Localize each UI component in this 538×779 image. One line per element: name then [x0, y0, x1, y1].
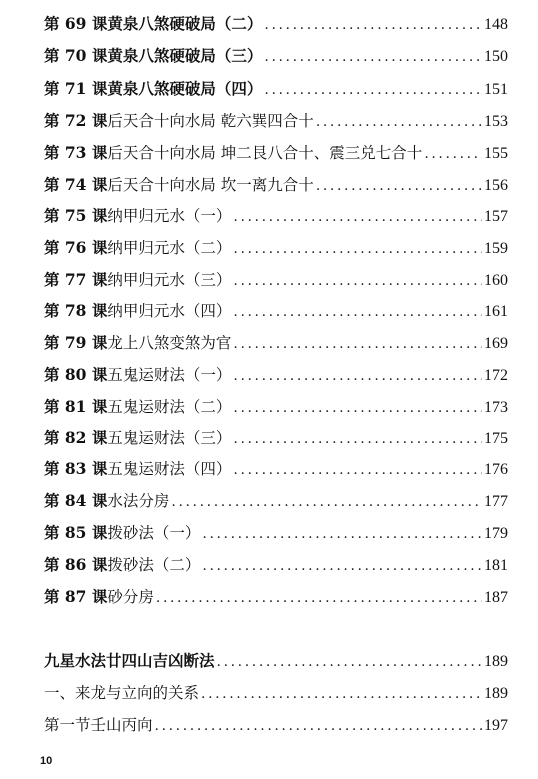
lesson-title: 纳甲归元水（三）	[107, 271, 232, 289]
toc-entry-lesson-82	[44, 426, 508, 450]
dot-leader	[233, 427, 482, 451]
dot-leader	[217, 650, 482, 674]
chapter-title: 九星水法廿四山吉凶断法	[44, 651, 215, 670]
dot-leader	[264, 13, 482, 37]
toc-entry-lesson-83	[44, 457, 508, 481]
lesson-title: 砂分房	[107, 588, 154, 606]
toc-entry-lesson-69	[44, 12, 508, 36]
lesson-number: 第 74 课	[44, 175, 108, 194]
dot-leader	[264, 45, 482, 69]
dot-leader	[233, 300, 482, 324]
lesson-number: 第 73 课	[44, 143, 108, 162]
dot-leader	[233, 332, 482, 356]
lesson-number: 第 79 课	[44, 333, 108, 352]
toc-entry-lesson-73	[44, 141, 508, 165]
dot-leader	[233, 364, 482, 388]
page-reference: 155	[484, 145, 508, 162]
page-reference: 156	[484, 177, 508, 194]
page-reference: 187	[484, 589, 508, 606]
dot-leader	[202, 522, 482, 546]
page-reference: 159	[484, 240, 508, 257]
toc-entry-lesson-71	[44, 77, 508, 101]
lesson-title: 龙上八煞变煞为官	[107, 334, 232, 352]
page-reference: 181	[484, 557, 508, 574]
lesson-number: 第 80 课	[44, 365, 108, 384]
page-reference: 150	[484, 48, 508, 65]
lesson-title: 拨砂法（一）	[107, 524, 201, 542]
toc-entry-lesson-76	[44, 236, 508, 260]
page-reference: 197	[484, 717, 508, 734]
dot-leader	[233, 458, 482, 482]
lesson-title: 五鬼运财法（一）	[107, 366, 232, 384]
lesson-title: 五鬼运财法（二）	[107, 398, 232, 416]
page-reference: 157	[484, 208, 508, 225]
lesson-title: 纳甲归元水（二）	[107, 239, 232, 257]
lesson-title: 黄泉八煞硬破局（四）	[107, 79, 263, 98]
lesson-title: 五鬼运财法（四）	[107, 460, 232, 478]
lesson-number: 第 77 课	[44, 270, 108, 289]
lesson-number: 第 86 课	[44, 555, 108, 574]
lesson-title: 纳甲归元水（四）	[107, 302, 232, 320]
page-reference: 173	[484, 399, 508, 416]
lesson-title: 黄泉八煞硬破局（二）	[107, 14, 263, 33]
lesson-number: 第 87 课	[44, 587, 108, 606]
toc-entry-lesson-72	[44, 109, 508, 133]
page-reference: 189	[484, 653, 508, 670]
toc-entry-chapter	[44, 649, 508, 673]
page-reference: 148	[484, 16, 508, 33]
toc-entry-lesson-87	[44, 585, 508, 609]
lesson-number: 第 78 课	[44, 301, 108, 320]
dot-leader	[424, 142, 482, 166]
lesson-number: 第 83 课	[44, 459, 108, 478]
page-reference: 176	[484, 461, 508, 478]
lesson-number: 第 85 课	[44, 523, 108, 542]
page-reference: 161	[484, 303, 508, 320]
lesson-number: 第 72 课	[44, 111, 108, 130]
page-reference: 153	[484, 113, 508, 130]
dot-leader	[316, 174, 482, 198]
lesson-number: 第 70 课	[44, 46, 108, 65]
toc-entry-lesson-75	[44, 204, 508, 228]
page-reference: 189	[484, 685, 508, 702]
page-reference: 160	[484, 272, 508, 289]
lesson-title: 后天合十向水局 坤二艮八合十、震三兑七合十	[107, 144, 423, 162]
toc-entry-lesson-84	[44, 489, 508, 513]
lesson-number: 第 81 课	[44, 397, 108, 416]
page-reference: 175	[484, 430, 508, 447]
dot-leader	[316, 110, 482, 134]
lesson-title: 水法分房	[107, 492, 170, 510]
toc-entry-lesson-85	[44, 521, 508, 545]
toc-entry-lesson-81	[44, 395, 508, 419]
dot-leader	[155, 714, 482, 738]
toc-entry-subsection	[44, 681, 508, 705]
dot-leader	[202, 554, 482, 578]
subsection-title: 一、来龙与立向的关系	[44, 684, 200, 702]
lesson-title: 后天合十向水局 坎一离九合十	[107, 176, 314, 194]
page-reference: 177	[484, 493, 508, 510]
lesson-title: 后天合十向水局 乾六巽四合十	[107, 112, 314, 130]
lesson-number: 第 75 课	[44, 206, 108, 225]
lesson-title: 纳甲归元水（一）	[107, 207, 232, 225]
dot-leader	[156, 586, 482, 610]
toc-entry-section	[44, 713, 508, 737]
dot-leader	[171, 490, 482, 514]
page-reference: 172	[484, 367, 508, 384]
lesson-number: 第 76 课	[44, 238, 108, 257]
section-title: 壬山丙向	[90, 716, 153, 734]
page-number: 10	[40, 755, 53, 767]
lesson-title: 黄泉八煞硬破局（三）	[107, 46, 263, 65]
lesson-title: 五鬼运财法（三）	[107, 429, 232, 447]
toc-entry-lesson-80	[44, 363, 508, 387]
toc-entry-lesson-86	[44, 553, 508, 577]
toc-entry-lesson-77	[44, 268, 508, 292]
dot-leader	[264, 78, 482, 102]
toc-entry-lesson-74	[44, 173, 508, 197]
lesson-number: 第 71 课	[44, 79, 108, 98]
dot-leader	[201, 682, 482, 706]
page-reference: 151	[484, 81, 508, 98]
lesson-number: 第 82 课	[44, 428, 108, 447]
lesson-number: 第 84 课	[44, 491, 108, 510]
dot-leader	[233, 237, 482, 261]
toc-entry-lesson-70	[44, 44, 508, 68]
dot-leader	[233, 269, 482, 293]
lesson-title: 拨砂法（二）	[107, 556, 201, 574]
lesson-number: 第 69 课	[44, 14, 108, 33]
page-reference: 169	[484, 335, 508, 352]
page-reference: 179	[484, 525, 508, 542]
dot-leader	[233, 205, 482, 229]
section-number: 第一节	[44, 716, 91, 734]
toc-entry-lesson-78	[44, 299, 508, 323]
toc-entry-lesson-79	[44, 331, 508, 355]
dot-leader	[233, 396, 482, 420]
